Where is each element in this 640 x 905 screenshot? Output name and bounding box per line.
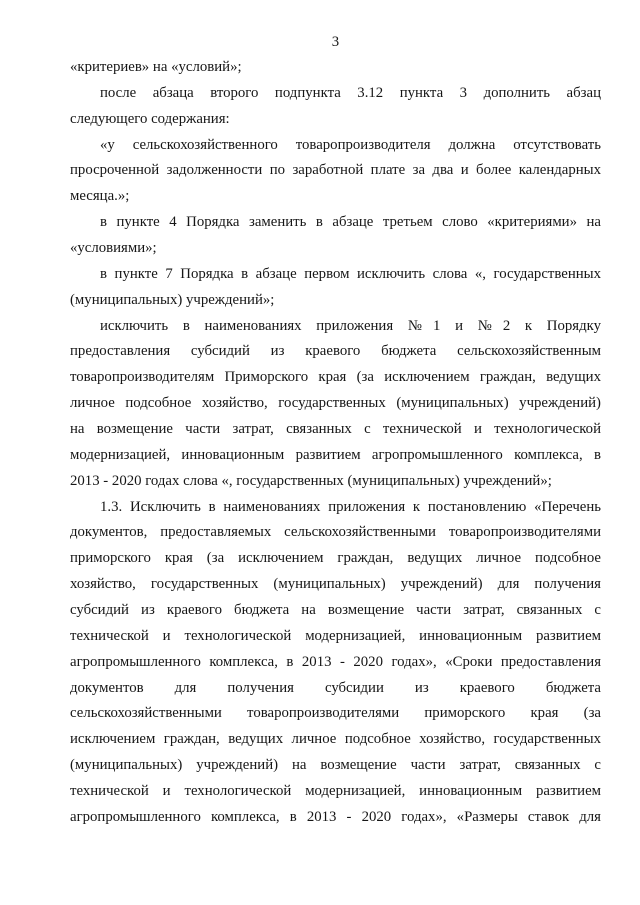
paragraph-line: личное подсобное хозяйство, государственных (муниципальных) учреждений) — [70, 395, 601, 412]
paragraph-line: субсидий из краевого бюджета на возмещение части затрат, связанных с — [70, 602, 601, 619]
paragraph-line: (муниципальных) учреждений»; — [70, 291, 275, 308]
paragraph-line: агропромышленного комплекса, в 2013 - 2020 годах», «Сроки предоставления — [70, 653, 601, 670]
paragraph-line: месяца.»; — [70, 188, 130, 205]
paragraph — [70, 55, 601, 81]
paragraph-line: приморского края (за исключением граждан, ведущих личное подсобное — [70, 550, 601, 567]
paragraph-line: исключением граждан, ведущих личное подсобное хозяйство, государственных — [70, 731, 601, 748]
paragraph-line: технической и технологической модернизацией, инновационным развитием — [70, 627, 601, 644]
paragraph-line: агропромышленного комплекса, в 2013 - 2020 годах», «Размеры ставок для — [70, 808, 601, 825]
paragraph-line: (муниципальных) учреждений) на возмещение части затрат, связанных с — [70, 757, 601, 774]
paragraph — [70, 210, 601, 262]
paragraph-line: сельскохозяйственными товаропроизводителями приморского края (за — [70, 705, 601, 722]
document-body — [70, 55, 601, 831]
paragraph-line: 2013 - 2020 годах слова «, государственных (муниципальных) учреждений»; — [70, 472, 552, 489]
paragraph-line: на возмещение части затрат, связанных с технической и технологической — [70, 421, 601, 438]
paragraph — [70, 495, 601, 831]
paragraph-line: просроченной задолженности по заработной плате за два и более календарных — [70, 162, 601, 179]
paragraph — [70, 133, 601, 211]
page-number: 3 — [331, 34, 340, 50]
paragraph-line: следующего содержания: — [70, 110, 230, 127]
paragraph-line: предоставления субсидий из краевого бюджета сельскохозяйственным — [70, 343, 601, 360]
paragraph-line: документов для получения субсидии из краевого бюджета — [70, 679, 601, 696]
paragraph — [70, 81, 601, 133]
paragraph-line: документов, предоставляемых сельскохозяйственными товаропроизводителями — [70, 524, 601, 541]
paragraph-line: исключить в наименованиях приложения №1 и №2 к Порядку — [100, 317, 601, 334]
paragraph-line: «критериев» на «условий»; — [70, 59, 242, 75]
paragraph-line: в пункте 4 Порядка заменить в абзаце третьем слово «критериями» на — [100, 214, 601, 231]
paragraph-line: «условиями»; — [70, 240, 157, 257]
paragraph-line: в пункте 7 Порядка в абзаце первом исключить слова «, государственных — [100, 265, 601, 282]
paragraph-line: 1.3. Исключить в наименованиях приложения к постановлению «Перечень — [100, 498, 601, 515]
paragraph-line: «у сельскохозяйственного товаропроизводителя должна отсутствовать — [100, 136, 601, 153]
paragraph-line: технической и технологической модернизацией, инновационным развитием — [70, 783, 601, 800]
paragraph-line: после абзаца второго подпункта 3.12 пункта 3 дополнить абзац — [100, 84, 601, 101]
paragraph — [70, 314, 601, 495]
paragraph-line: хозяйство, государственных (муниципальных) учреждений) для получения — [70, 576, 601, 593]
paragraph — [70, 262, 601, 314]
paragraph-line: модернизацией, инновационным развитием агропромышленного комплекса, в — [70, 446, 601, 463]
paragraph-line: товаропроизводителям Приморского края (за исключением граждан, ведущих — [70, 369, 601, 386]
